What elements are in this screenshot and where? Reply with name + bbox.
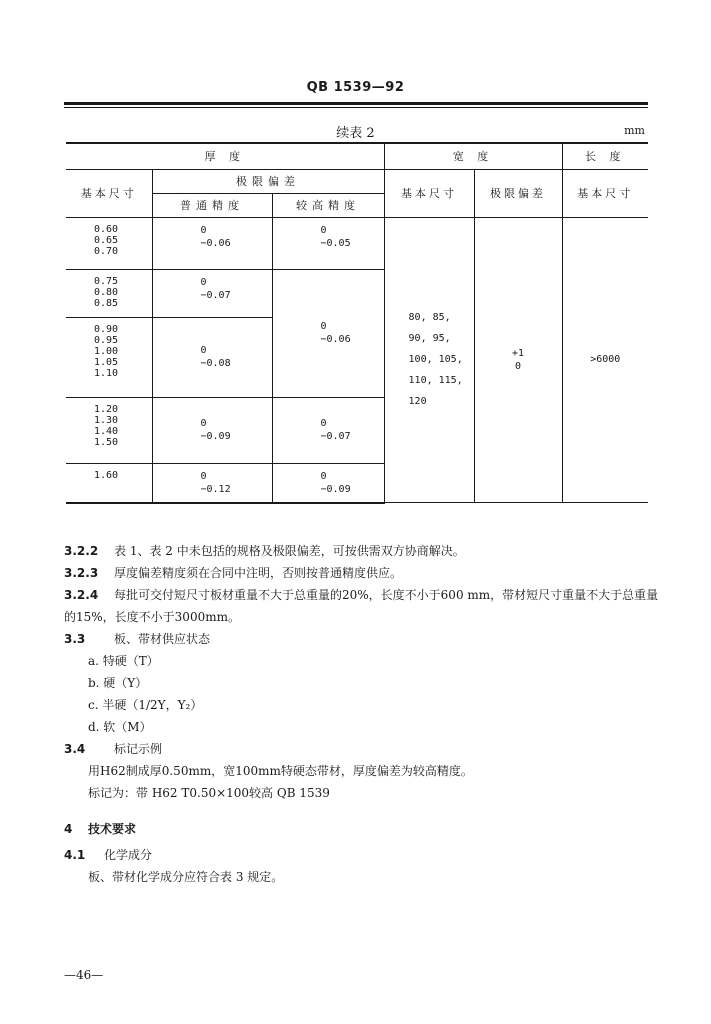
tolerance-lower: −0.06 bbox=[320, 334, 351, 345]
thickness-size: 1.50 bbox=[94, 436, 119, 448]
header-width-tolerance: 极限偏差 bbox=[474, 169, 562, 217]
thickness-size: 0.75 bbox=[94, 275, 119, 287]
thickness-size: 1.30 bbox=[94, 414, 119, 426]
tolerance-upper: 0 bbox=[320, 321, 327, 332]
thickness-size: 0.85 bbox=[94, 297, 119, 309]
clause-3-3 bbox=[64, 628, 664, 650]
thickness-size: 1.00 bbox=[94, 345, 119, 357]
header-length-basic-size: 基本尺寸 bbox=[562, 169, 648, 217]
table-caption: 续表 2 bbox=[336, 126, 375, 141]
higher-tolerance-group-5 bbox=[272, 463, 384, 503]
header-thickness: 厚 度 bbox=[66, 143, 384, 169]
normal-tolerance-group-4 bbox=[152, 397, 272, 463]
tolerance-lower: −0.06 bbox=[200, 237, 231, 249]
thickness-size: 0.60 bbox=[94, 223, 119, 235]
clause-text: 厚度偏差精度须在合同中注明，否则按普通精度供应。 bbox=[114, 566, 403, 580]
thickness-sizes-group-2 bbox=[66, 269, 152, 317]
section-4-heading bbox=[64, 818, 664, 840]
clause-number: 4.1 bbox=[64, 848, 86, 862]
tolerance-upper: 0 bbox=[200, 470, 207, 482]
clause-number: 3.3 bbox=[64, 632, 86, 646]
tolerance-lower: −0.07 bbox=[200, 289, 231, 301]
thickness-size: 1.10 bbox=[94, 367, 119, 379]
supply-state-item: d. 软（M） bbox=[88, 720, 152, 734]
tolerance-upper: 0 bbox=[200, 345, 207, 356]
normal-tolerance-group-3 bbox=[152, 317, 272, 397]
width-tolerance-values bbox=[474, 217, 562, 503]
page-number: —46— bbox=[64, 968, 104, 982]
thickness-sizes-group-3 bbox=[66, 317, 152, 397]
width-size: 120 bbox=[408, 396, 427, 408]
higher-tolerance-group-4 bbox=[272, 397, 384, 463]
header-normal-precision: 普通精度 bbox=[152, 193, 272, 217]
normal-tolerance-group-5 bbox=[152, 463, 272, 503]
tolerance-lower: −0.12 bbox=[200, 483, 231, 495]
clause-3-2-3 bbox=[64, 562, 664, 584]
thickness-size: 0.95 bbox=[94, 334, 119, 346]
tolerance-lower: −0.05 bbox=[320, 237, 351, 249]
standard-code-header: QB 1539—92 bbox=[306, 80, 405, 95]
header-rule-thin bbox=[64, 107, 648, 108]
normal-tolerance-group-1 bbox=[152, 217, 272, 269]
tolerance-lower: −0.07 bbox=[320, 431, 351, 442]
dimension-table bbox=[66, 142, 648, 504]
tolerance-upper: 0 bbox=[320, 224, 327, 236]
tolerance-lower: −0.08 bbox=[200, 358, 231, 369]
header-thickness-tolerance: 极限偏差 bbox=[152, 169, 384, 193]
supply-state-item: c. 半硬（1/2Y，Y₂） bbox=[88, 698, 203, 712]
header-thickness-basic-size: 基本尺寸 bbox=[66, 169, 152, 217]
clause-3-2-4 bbox=[64, 584, 664, 628]
thickness-size: 1.20 bbox=[94, 403, 119, 415]
clause-title: 标记示例 bbox=[114, 742, 163, 756]
thickness-size: 1.05 bbox=[94, 356, 119, 368]
clause-number: 3.2.2 bbox=[64, 544, 99, 558]
higher-tolerance-group-1 bbox=[272, 217, 384, 269]
thickness-size: 0.90 bbox=[94, 323, 119, 335]
document-body bbox=[64, 540, 664, 888]
tolerance-upper: 0 bbox=[200, 418, 207, 429]
supply-state-item: a. 特硬（T） bbox=[88, 654, 159, 668]
thickness-size: 0.70 bbox=[94, 245, 119, 257]
tolerance-upper: 0 bbox=[200, 276, 207, 288]
width-basic-sizes bbox=[384, 217, 474, 503]
width-size: 110, 115, bbox=[408, 375, 463, 387]
header-width: 宽 度 bbox=[384, 143, 562, 169]
header-length: 长 度 bbox=[562, 143, 648, 169]
tolerance-upper: 0 bbox=[320, 418, 327, 429]
clause-text: 表 1、表 2 中未包括的规格及极限偏差，可按供需双方协商解决。 bbox=[114, 544, 465, 558]
normal-tolerance-group-2 bbox=[152, 269, 272, 317]
tolerance-lower: −0.09 bbox=[200, 431, 231, 442]
thickness-sizes-group-5 bbox=[66, 463, 152, 503]
width-size: 90, 95, bbox=[408, 333, 451, 345]
thickness-size: 1.40 bbox=[94, 425, 119, 437]
thickness-sizes-group-4 bbox=[66, 397, 152, 463]
thickness-size: 0.80 bbox=[94, 286, 119, 298]
header-rule-thick bbox=[64, 102, 648, 105]
section-title: 技术要求 bbox=[88, 822, 137, 836]
supply-state-item: b. 硬（Y） bbox=[88, 676, 148, 690]
header-higher-precision: 较高精度 bbox=[272, 193, 384, 217]
clause-number: 3.2.3 bbox=[64, 566, 99, 580]
tolerance-upper: +1 bbox=[512, 347, 525, 359]
width-size: 80, 85, bbox=[408, 312, 451, 324]
clause-4-1 bbox=[64, 844, 664, 866]
tolerance-upper: 0 bbox=[320, 470, 327, 482]
tolerance-lower: 0 bbox=[515, 360, 522, 372]
clause-text: 每批可交付短尺寸板材重量不大于总重量的20%，长度不小于600 mm，带材短尺寸重量不大于总重量的15%，长度不小于3000mm。 bbox=[64, 588, 659, 624]
length-basic-size-value: >6000 bbox=[562, 217, 648, 503]
clause-3-2-2 bbox=[64, 540, 664, 562]
clause-3-4 bbox=[64, 738, 664, 760]
clause-number: 3.2.4 bbox=[64, 588, 99, 602]
clause-title: 板、带材供应状态 bbox=[114, 632, 211, 646]
header-width-basic-size: 基本尺寸 bbox=[384, 169, 474, 217]
tolerance-upper: 0 bbox=[200, 224, 207, 236]
clause-number: 3.4 bbox=[64, 742, 86, 756]
clause-title: 化学成分 bbox=[104, 848, 153, 862]
section-number: 4 bbox=[64, 822, 73, 836]
thickness-sizes-group-1 bbox=[66, 217, 152, 269]
marking-example-mark: 标记为：带 H62 T0.50×100较高 QB 1539 bbox=[88, 786, 330, 800]
thickness-size: 1.60 bbox=[94, 469, 119, 481]
tolerance-lower: −0.09 bbox=[320, 483, 351, 495]
higher-tolerance-shared bbox=[272, 269, 384, 397]
thickness-size: 0.65 bbox=[94, 234, 119, 246]
table-unit: mm bbox=[624, 124, 645, 137]
clause-4-1-text: 板、带材化学成分应符合表 3 规定。 bbox=[88, 870, 284, 884]
width-size: 100, 105, bbox=[408, 354, 463, 366]
marking-example-text: 用H62制成厚0.50mm，宽100mm特硬态带材，厚度偏差为较高精度。 bbox=[88, 764, 473, 778]
